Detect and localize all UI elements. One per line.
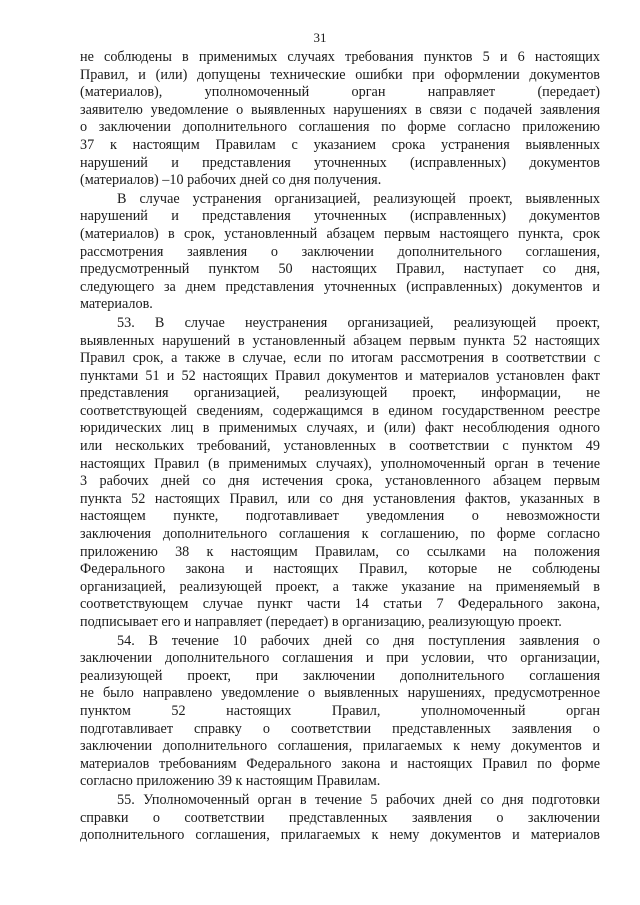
text-line: 55. Уполномоченный орган в течение 5 рабочих дней со дня подготовки [117, 791, 600, 808]
text-line: Федерального закона и настоящих Правил, которые не соблюдены [80, 561, 600, 578]
text-line: материалов. [80, 296, 153, 313]
text-line: или нескольких требований, установленных в соответствии с пунктом 49 [80, 438, 600, 455]
text-line: заключении дополнительного соглашения, прилагаемых к нему документов и [80, 738, 600, 755]
text-line: представления организацией, реализующей проект, информации, не [80, 385, 600, 402]
text-line: заключения дополнительного соглашения к соглашению, по форме согласно [80, 526, 600, 543]
paragraph-item-54 [80, 633, 600, 791]
page-number: 31 [313, 30, 327, 45]
text-line: согласно приложению 39 к настоящим Правилам. [80, 773, 381, 790]
text-line: пунктами 51 и 52 настоящих Правил документов и материалов установлен факт [80, 367, 600, 384]
text-line: 3 рабочих дней со дня истечения срока, установленного абзацем первым [80, 473, 600, 490]
text-line: рассмотрения заявления о заключении дополнительного соглашения, [80, 243, 600, 260]
text-line: не соблюдены в применимых случаях требования пунктов 5 и 6 настоящих [80, 49, 600, 65]
text-line: подписывает его и направляет (передает) в организацию, реализующую проект. [80, 614, 562, 630]
text-line: 53. В случае неустранения организацией, реализующей проект, [117, 314, 600, 331]
paragraph-item-55 [80, 792, 600, 845]
text-line: заявителю уведомление о выявленных нарушениях в связи с подачей заявления [80, 101, 600, 118]
text-line: 37 к настоящим Правилам с указанием срока устранения выявленных [80, 136, 600, 153]
text-line: нарушений и представления уточненных (исправленных) документов [80, 208, 600, 225]
text-line: дополнительного соглашения, прилагаемых к нему документов и материалов [80, 827, 600, 844]
text-line: Правил срок, а также в случае, если по итогам рассмотрения в соответствии с [80, 350, 600, 367]
text-line: предусмотренный пунктом 50 настоящих Правил, наступает со дня, [80, 261, 600, 278]
text-line: соответствующей сведениям, содержащимся в едином государственном реестре [80, 402, 600, 419]
text-line: пункта 52 настоящих Правил, или со дня установления фактов, указанных в [80, 490, 600, 507]
text-line: нарушений и представления уточненных (исправленных) документов [80, 154, 600, 171]
document-body [80, 49, 600, 845]
text-line: настоящих Правил (в применимых случаях), уполномоченный орган в течение [80, 455, 600, 472]
text-line: выявленных нарушений в установленный абзацем первым пункта 52 настоящих [80, 332, 600, 349]
text-line: заключении дополнительного соглашения и при условии, что организации, [80, 650, 600, 667]
text-line: справки о соответствии представленных заявления о заключении [80, 809, 600, 826]
paragraph-elimination [80, 191, 600, 314]
text-line: организацией, реализующей проект, а также указание на применяемый в [80, 578, 600, 595]
text-line: приложению 38 к настоящим Правилам, со ссылками на положения [80, 543, 600, 560]
text-line: Правил, и (или) допущены технические ошибки при оформлении документов [80, 66, 600, 83]
text-line: настоящем пункте, подготавливает уведомления о невозможности [80, 508, 600, 525]
text-line: (материалов), уполномоченный орган направляет (передает) [80, 84, 600, 101]
text-line: (материалов) в срок, установленный абзацем первым настоящего пункта, срок [80, 225, 600, 242]
text-line: пунктом 52 настоящих Правил, уполномоченный орган [80, 702, 600, 719]
text-line: (материалов) –10 рабочих дней со дня получения. [80, 172, 382, 189]
text-line: следующего за днем представления уточненных (исправленных) документов и [80, 278, 600, 295]
paragraph-continuation [80, 49, 600, 190]
text-line: подготавливает справку о соответствии представленных заявления о [80, 720, 600, 737]
text-line: реализующей проект, при заключении дополнительного соглашения [80, 667, 600, 684]
text-line: В случае устранения организацией, реализующей проект, выявленных [117, 190, 600, 207]
text-line: материалов требованиям Федерального закона и настоящих Правил по форме [80, 755, 600, 772]
text-line: соответствующем случае пункт части 14 статьи 7 Федерального закона, [80, 596, 600, 613]
paragraph-item-53 [80, 315, 600, 632]
text-line: не было направлено уведомление о выявленных нарушениях, предусмотренное [80, 685, 600, 702]
text-line: юридических лиц в применимых случаях, и (или) факт несоблюдения одного [80, 420, 600, 437]
text-line: о заключении дополнительного соглашения по форме согласно приложению [80, 119, 600, 136]
text-line: 54. В течение 10 рабочих дней со дня поступления заявления о [117, 632, 600, 649]
